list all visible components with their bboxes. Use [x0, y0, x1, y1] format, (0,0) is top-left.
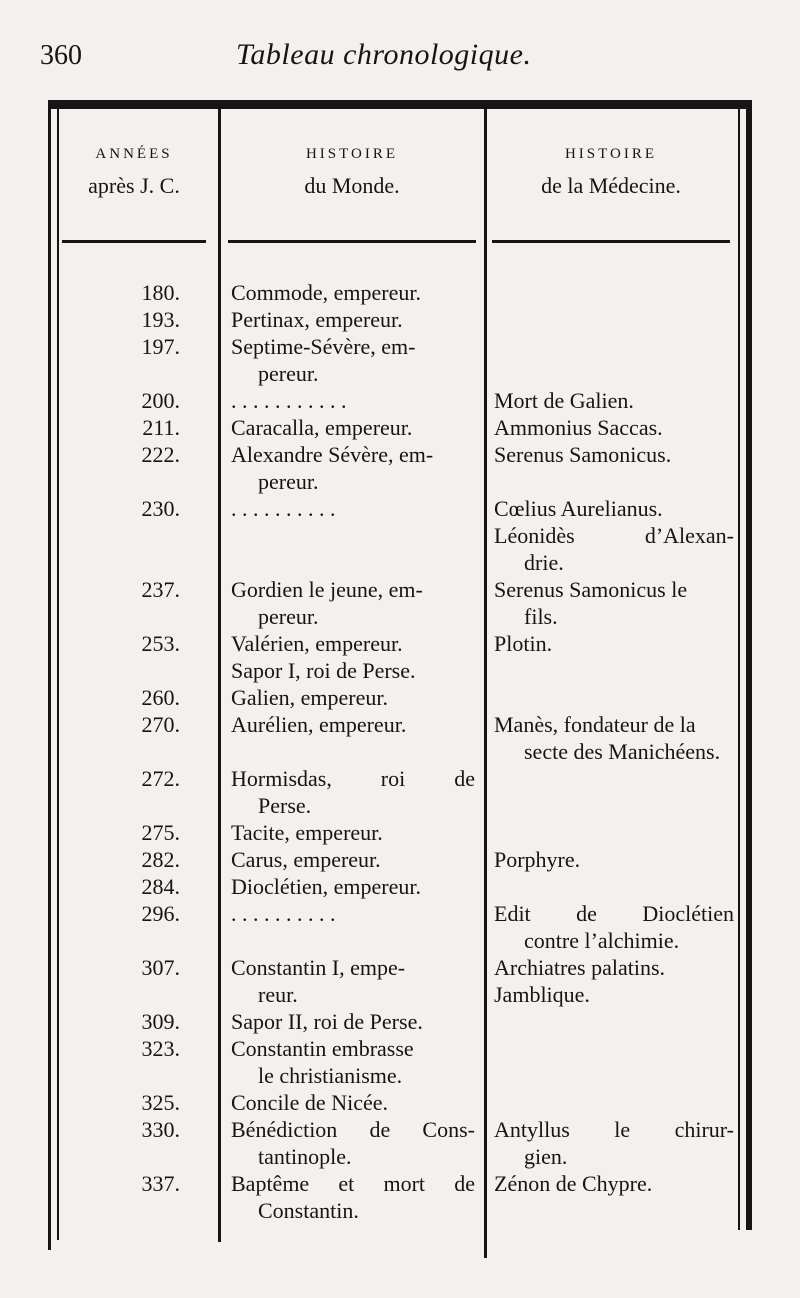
medicine-event: drie. — [524, 550, 564, 575]
world-event: reur. — [258, 982, 298, 1007]
world-event: Gordien le jeune, em- — [231, 577, 423, 602]
year-cell: 197. — [141, 334, 180, 359]
year-cell: 284. — [141, 874, 180, 899]
medicine-event: Plotin. — [494, 631, 553, 656]
world-event: Caracalla, empereur. — [231, 415, 413, 440]
world-event: Septime-Sévère, em- — [231, 334, 416, 359]
table-top-rule — [48, 100, 752, 109]
table-left-inner-border — [57, 100, 59, 1240]
year-cell: 270. — [141, 712, 180, 737]
column-header-medicine-line2: de la Médecine. — [541, 173, 681, 198]
year-cell: 260. — [141, 685, 180, 710]
page-header — [0, 0, 800, 95]
medicine-event: contre l’alchimie. — [524, 928, 680, 953]
world-event — [231, 1116, 475, 1143]
column-divider-world — [484, 100, 487, 1258]
world-event: Commode, empereur. — [231, 280, 422, 305]
table-right-border — [746, 100, 752, 1230]
column-header-world — [228, 146, 476, 199]
header-rule-world — [228, 240, 476, 243]
medicine-event — [494, 522, 734, 549]
medicine-event: Cœlius Aurelianus. — [494, 496, 663, 521]
column-header-years-line1: ANNÉES — [95, 146, 173, 162]
year-cell: 180. — [141, 280, 180, 305]
year-cell: 272. — [141, 766, 180, 791]
column-header-world-line1: HISTOIRE — [305, 146, 399, 162]
world-event: Galien, empereur. — [231, 685, 388, 710]
medicine-event: Zénon de Chypre. — [494, 1171, 653, 1196]
world-event-text: Hormisdas, roi de — [231, 766, 475, 791]
column-header-world-line2: du Monde. — [304, 173, 400, 198]
year-cell: 323. — [141, 1036, 180, 1061]
world-event — [231, 765, 475, 792]
world-event-leader-dots: . . . . . . . . . . — [231, 496, 336, 521]
running-title: Tableau chronologique. — [236, 38, 532, 71]
world-event: le christianisme. — [258, 1063, 403, 1088]
world-event: Perse. — [258, 793, 312, 818]
world-event: Concile de Nicée. — [231, 1090, 388, 1115]
medicine-event — [494, 1116, 734, 1143]
table-right-inner-border — [738, 100, 740, 1230]
column-divider-years — [218, 100, 221, 1242]
year-cell: 253. — [141, 631, 180, 656]
world-event: Tacite, empereur. — [231, 820, 383, 845]
table-left-border — [48, 100, 51, 1250]
world-event: tantinople. — [258, 1144, 352, 1169]
world-event: Sapor I, roi de Perse. — [231, 658, 416, 683]
medicine-event: Serenus Samonicus le — [494, 577, 688, 602]
page-number: 360 — [40, 40, 82, 71]
world-event: pereur. — [258, 469, 319, 494]
medicine-event: Serenus Samonicus. — [494, 442, 672, 467]
world-event: Constantin embrasse — [231, 1036, 414, 1061]
year-cell: 237. — [141, 577, 180, 602]
year-cell: 325. — [141, 1090, 180, 1115]
medicine-event: Manès, fondateur de la — [494, 712, 696, 737]
year-cell: 230. — [141, 496, 180, 521]
year-cell: 330. — [141, 1117, 180, 1142]
column-header-medicine-line1: HISTOIRE — [564, 146, 658, 162]
medicine-event: Archiatres palatins. — [494, 955, 666, 980]
medicine-event-text: Antyllus le chirur- — [494, 1117, 734, 1142]
column-header-years-line2: après J. C. — [88, 173, 180, 198]
column-header-years — [62, 146, 206, 199]
world-event: Pertinax, empereur. — [231, 307, 403, 332]
world-event-leader-dots: . . . . . . . . . . — [231, 901, 336, 926]
year-cell: 296. — [141, 901, 180, 926]
medicine-event: gien. — [524, 1144, 568, 1169]
world-event: Sapor II, roi de Perse. — [231, 1009, 423, 1034]
header-rule-years — [62, 240, 206, 243]
year-cell: 222. — [141, 442, 180, 467]
year-cell: 337. — [141, 1171, 180, 1196]
world-event: Constantin I, empe- — [231, 955, 406, 980]
medicine-event: Jamblique. — [494, 982, 590, 1007]
medicine-event: Ammonius Saccas. — [494, 415, 663, 440]
world-event: Constantin. — [258, 1198, 359, 1223]
world-event: pereur. — [258, 604, 319, 629]
medicine-event — [494, 900, 734, 927]
world-event-text: Baptême et mort de — [231, 1171, 475, 1196]
medicine-event: secte des Manichéens. — [524, 739, 721, 764]
world-event: pereur. — [258, 361, 319, 386]
medicine-event: Mort de Galien. — [494, 388, 634, 413]
year-cell: 200. — [141, 388, 180, 413]
world-event: Valérien, empereur. — [231, 631, 403, 656]
world-event: Carus, empereur. — [231, 847, 381, 872]
year-cell: 193. — [141, 307, 180, 332]
year-cell: 307. — [141, 955, 180, 980]
medicine-event-text: Léonidès d’Alexan- — [494, 523, 734, 548]
medicine-event: fils. — [524, 604, 558, 629]
world-event: Aurélien, empereur. — [231, 712, 407, 737]
world-event: Alexandre Sévère, em- — [231, 442, 434, 467]
medicine-event: Porphyre. — [494, 847, 581, 872]
world-event: Dioclétien, empereur. — [231, 874, 421, 899]
world-event-text: Bénédiction de Cons- — [231, 1117, 475, 1142]
world-event-leader-dots: . . . . . . . . . . . — [231, 388, 347, 413]
world-event — [231, 1170, 475, 1197]
year-cell: 282. — [141, 847, 180, 872]
year-cell: 275. — [141, 820, 180, 845]
medicine-event-text: Edit de Dioclétien — [494, 901, 734, 926]
column-header-medicine — [492, 146, 730, 199]
header-rule-medicine — [492, 240, 730, 243]
year-cell: 309. — [141, 1009, 180, 1034]
year-cell: 211. — [142, 415, 180, 440]
